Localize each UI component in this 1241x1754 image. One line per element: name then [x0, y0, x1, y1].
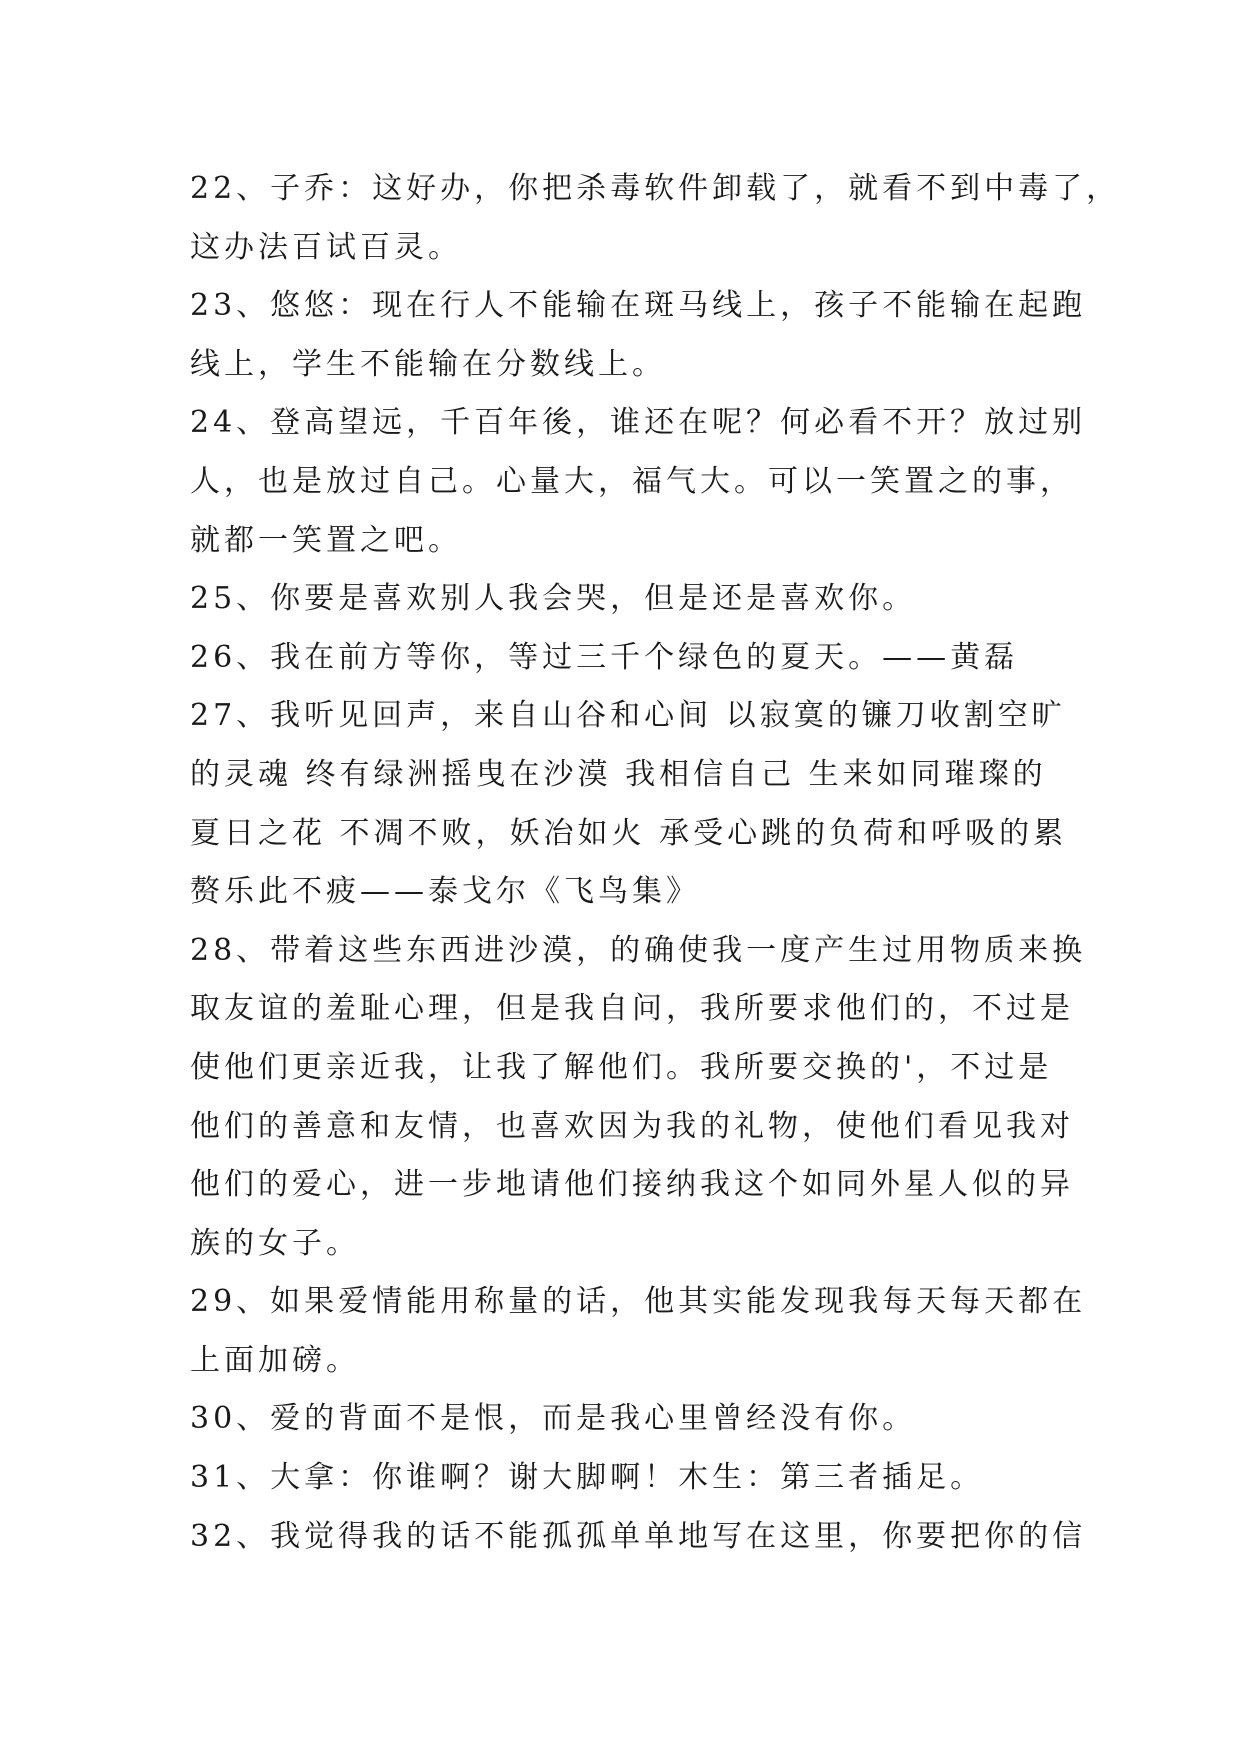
text-line: 这办法百试百灵。 — [190, 229, 462, 265]
text-line: 夏日之花 不凋不败，妖冶如火 承受心跳的负荷和呼吸的累 — [190, 815, 1068, 851]
text-line: 人，也是放过自己。心量大，福气大。可以一笑置之的事， — [190, 463, 1074, 499]
text-line: 32、我觉得我的话不能孤孤单单地写在这里，你要把你的信 — [190, 1518, 1087, 1554]
text-line: 22、子乔：这好办，你把杀毒软件卸载了，就看不到中毒了， — [190, 171, 1121, 206]
text-line: 31、大拿：你谁啊？谢大脚啊！木生：第三者插足。 — [190, 1460, 985, 1496]
text-line: 上面加磅。 — [190, 1342, 360, 1378]
text-line: 28、带着这些东西进沙漠，的确使我一度产生过用物质来换 — [190, 932, 1087, 968]
text-line: 23、悠悠：现在行人不能输在斑马线上，孩子不能输在起跑 — [190, 288, 1087, 324]
text-line: 30、爱的背面不是恨，而是我心里曾经没有你。 — [190, 1401, 917, 1437]
text-line: 25、你要是喜欢别人我会哭，但是还是喜欢你。 — [190, 581, 917, 617]
text-line: 赘乐此不疲——泰戈尔《飞鸟集》 — [190, 874, 700, 910]
text-line: 使他们更亲近我，让我了解他们。我所要交换的'，不过是 — [190, 1049, 1053, 1085]
text-line: 的灵魂 终有绿洲摇曳在沙漠 我相信自己 生来如同璀璨的 — [190, 756, 1047, 792]
text-line: 26、我在前方等你，等过三千个绿色的夏天。——黄磊 — [190, 639, 1019, 675]
text-line: 他们的爱心，进一步地请他们接纳我这个如同外星人似的异 — [190, 1167, 1074, 1203]
text-line: 24、登高望远，千百年後，谁还在呢？何必看不开？放过别 — [190, 405, 1087, 441]
text-line: 族的女子。 — [190, 1225, 360, 1261]
text-line: 29、如果爱情能用称量的话，他其实能发现我每天每天都在 — [190, 1284, 1087, 1320]
text-line: 线上，学生不能输在分数线上。 — [190, 346, 666, 382]
text-line: 他们的善意和友情，也喜欢因为我的礼物，使他们看见我对 — [190, 1108, 1074, 1144]
text-line: 27、我听见回声，来自山谷和心间 以寂寞的镰刀收割空旷 — [190, 698, 1066, 734]
text-line: 取友谊的羞耻心理，但是我自问，我所要求他们的，不过是 — [190, 991, 1074, 1027]
document-body — [190, 160, 1121, 1566]
text-line: 就都一笑置之吧。 — [190, 522, 462, 558]
